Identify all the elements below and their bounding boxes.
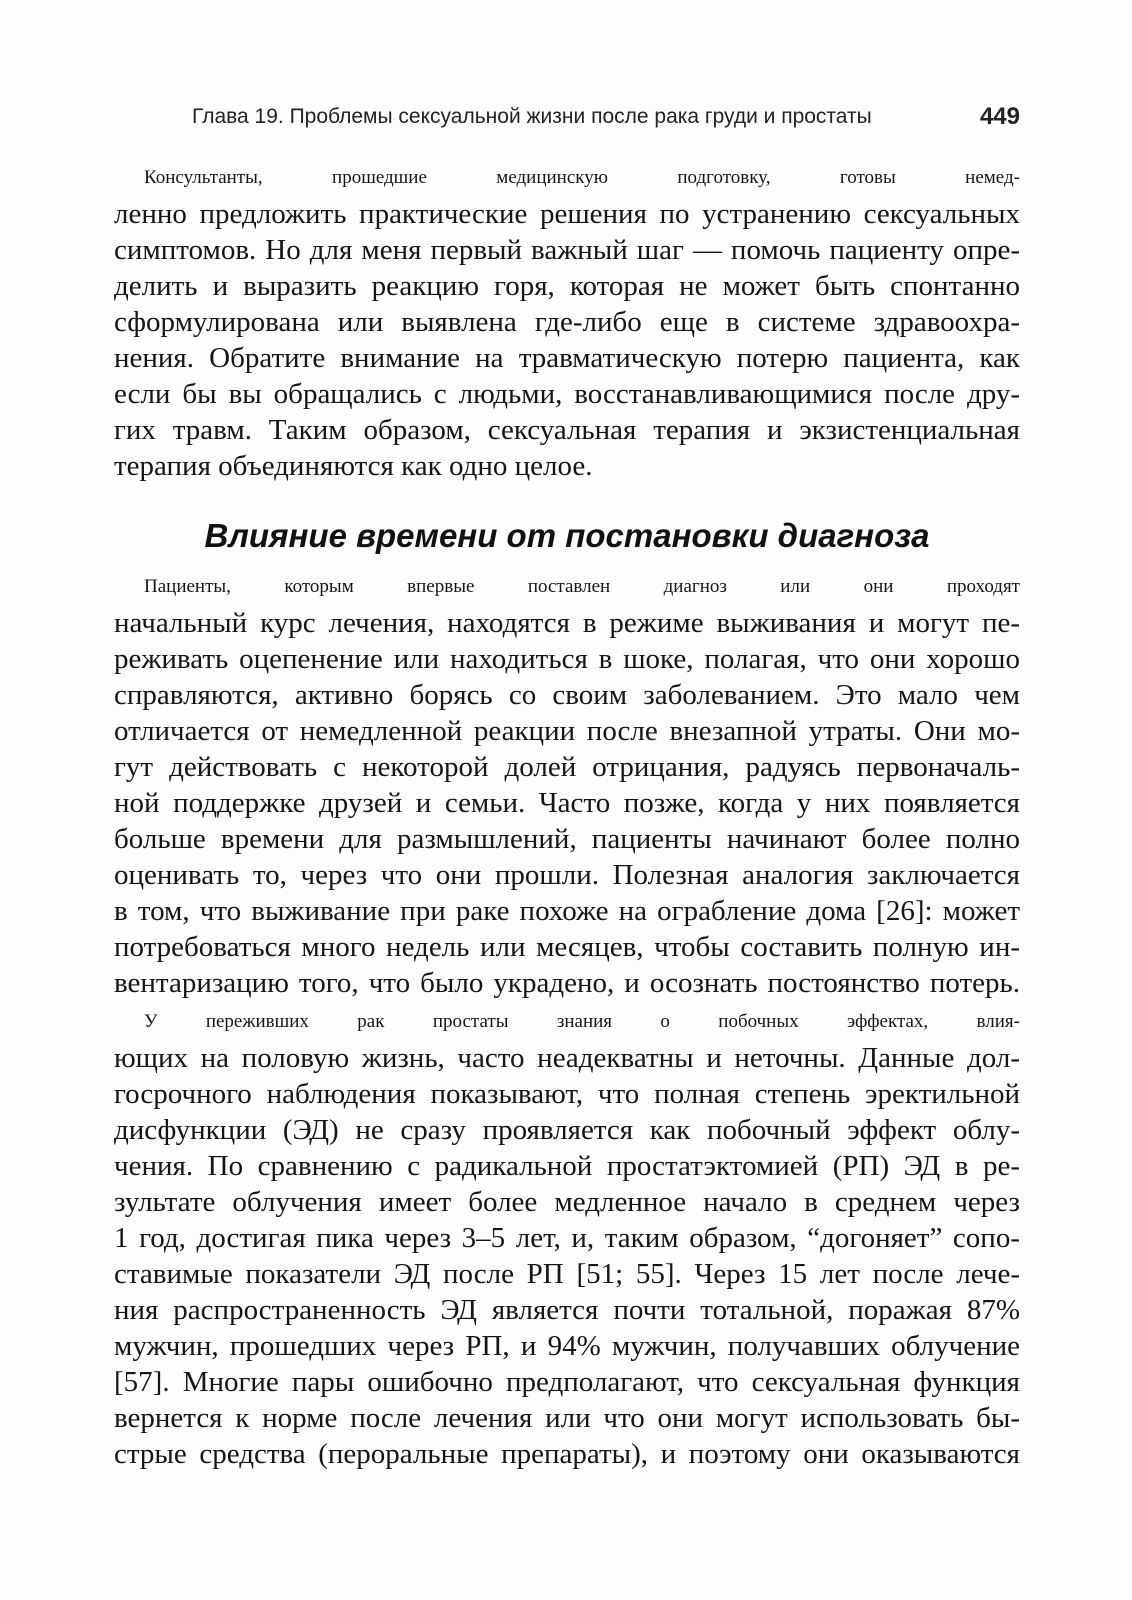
text-line: ния распространенность ЭД является почти тотальной, поражая 87% <box>114 1294 1020 1326</box>
paragraph-2 <box>114 569 1020 1001</box>
section-heading: Влияние времени от постановки диагноза <box>204 517 930 554</box>
text-line: Консультанты, прошедшие медицинскую подготовку, готовы немед- <box>144 167 1020 188</box>
text-line: вернется к норме после лечения или что они могут использовать бы- <box>114 1402 1020 1434</box>
text-line: У переживших рак простаты знания о побочных эффектах, влия- <box>144 1011 1020 1032</box>
running-header <box>192 100 1020 134</box>
text-line: ной поддержке друзей и семьи. Часто позже, когда у них появляется <box>114 787 1020 819</box>
text-line: зультате облучения имеет более медленное начало в среднем через <box>114 1186 1020 1218</box>
paragraph-1 <box>114 160 1020 484</box>
text-line: справляются, активно борясь со своим заболеванием. Это мало чем <box>114 679 1020 711</box>
chapter-title: Глава 19. Проблемы сексуальной жизни после рака груди и простаты <box>192 105 872 128</box>
text-line: 1 год, достигая пика через 3–5 лет, и, таким образом, “догоняет” сопо- <box>114 1222 1020 1254</box>
text-line: мужчин, прошедших через РП, и 94% мужчин, получавших облучение <box>114 1330 1020 1362</box>
text-line: в том, что выживание при раке похоже на ограбление дома [26]: может <box>114 895 1020 927</box>
text-line: оценивать то, через что они прошли. Полезная аналогия заключается <box>114 859 1020 891</box>
text-line: симптомов. Но для меня первый важный шаг — помочь пациенту опре- <box>114 234 1020 266</box>
page-number: 449 <box>979 103 1020 130</box>
text-line: делить и выразить реакцию горя, которая не может быть спонтанно <box>114 270 1020 302</box>
text-line: стрые средства (пероральные препараты), и поэтому они оказываются <box>114 1438 1020 1470</box>
paragraph-3 <box>114 1004 1020 1472</box>
text-line: сформулирована или выявлена где-либо еще в системе здравоохра- <box>114 306 1020 338</box>
text-line: вентаризацию того, что было украдено, и осознать постоянство потерь. <box>114 967 1020 999</box>
text-line: больше времени для размышлений, пациенты начинают более полно <box>114 823 1020 855</box>
text-line: Пациенты, которым впервые поставлен диагноз или они проходят <box>144 576 1020 597</box>
text-line: отличается от немедленной реакции после внезапной утраты. Они мо- <box>114 715 1020 747</box>
text-line: терапия объединяются как одно целое. <box>114 450 593 482</box>
text-line: ленно предложить практические решения по устранению сексуальных <box>114 198 1020 230</box>
text-line: ставимые показатели ЭД после РП [51; 55]. Через 15 лет после лече- <box>114 1258 1020 1290</box>
text-line: дисфункции (ЭД) не сразу проявляется как побочный эффект облу- <box>114 1114 1020 1146</box>
text-line: гут действовать с некоторой долей отрицания, радуясь первоначаль- <box>114 751 1020 783</box>
text-line: госрочного наблюдения показывают, что полная степень эректильной <box>114 1078 1020 1110</box>
text-line: нения. Обратите внимание на травматическую потерю пациента, как <box>114 342 1020 374</box>
text-line: реживать оцепенение или находиться в шоке, полагая, что они хорошо <box>114 643 1020 675</box>
text-line: [57]. Многие пары ошибочно предполагают, что сексуальная функция <box>114 1366 1020 1398</box>
text-line: чения. По сравнению с радикальной простатэктомией (РП) ЭД в ре- <box>114 1150 1020 1182</box>
text-line: гих травм. Таким образом, сексуальная терапия и экзистенциальная <box>114 414 1020 446</box>
text-line: если бы вы обращались с людьми, восстанавливающимися после дру- <box>114 378 1020 410</box>
text-line: потребоваться много недель или месяцев, чтобы составить полную ин- <box>114 931 1020 963</box>
text-line: начальный курс лечения, находятся в режиме выживания и могут пе- <box>114 607 1020 639</box>
text-line: ющих на половую жизнь, часто неадекватны и неточны. Данные дол- <box>114 1042 1020 1074</box>
